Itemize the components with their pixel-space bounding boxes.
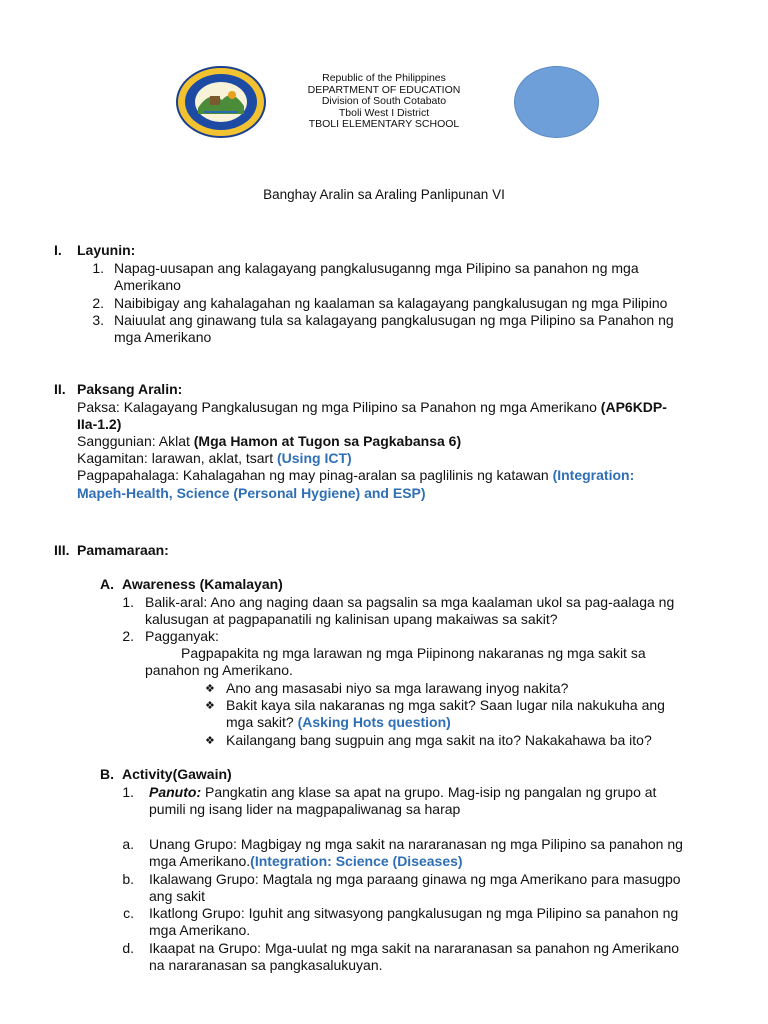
paksa-code-continued: IIa-1.2): [77, 416, 122, 432]
subsection-heading-awareness: Awareness (Kamalayan): [122, 576, 283, 592]
sanggunian-line: [77, 433, 461, 450]
panuto-line: [149, 784, 656, 801]
objective-text: Naiuulat ang ginawang tula sa kalagayang pangkalusugan ng mga Pilipino sa Panahon ng: [114, 312, 674, 328]
integration-note-continued: Mapeh-Health, Science (Personal Hygiene) and ESP): [77, 485, 426, 501]
subsection-letter: B.: [100, 766, 114, 782]
section-number: II.: [54, 381, 66, 397]
group-text: ang sakit: [149, 888, 206, 904]
paksa-line: [77, 399, 667, 416]
objective-text: Naibibigay ang kahalagahan ng kaalaman sa kalagayang pangkalusugan ng mga Pilipino: [114, 295, 668, 311]
list-number: 2.: [92, 295, 104, 311]
question-text: mga sakit?: [226, 714, 298, 730]
section-number: I.: [54, 242, 62, 258]
subsection-letter: A.: [100, 576, 114, 592]
section-number: III.: [54, 542, 70, 558]
group-text: mga Amerikano.: [149, 853, 251, 869]
pagpapahalaga-text: Pagpapahalaga: Kahalagahan ng may pinag-aralan sa paglilinis ng katawan: [77, 467, 553, 483]
school-logo-placeholder: [514, 66, 599, 138]
section-heading-pamamaraan: Pamamaraan:: [77, 542, 169, 558]
integration-note: (Integration:: [552, 467, 635, 483]
kagamitan-line: [77, 450, 352, 467]
list-number: 3.: [92, 312, 104, 328]
list-number: 1.: [122, 594, 134, 610]
hots-note: (Asking Hots question): [297, 714, 451, 730]
group-text: Ikatlong Grupo: Iguhit ang sitwasyong pangkalusugan ng mga Pilipino sa panahon ng: [149, 905, 679, 921]
group-letter: d.: [122, 940, 134, 956]
paksa-text: Paksa: Kalagayang Pangkalusugan ng mga Pilipino sa Panahon ng mga Amerikano: [77, 399, 601, 415]
pagganyak-label: Pagganyak:: [145, 628, 219, 644]
header-line: Division of South Cotabato: [321, 95, 447, 108]
science-integration-note: (Integration: Science (Diseases): [250, 853, 463, 869]
group-text-continued: [149, 853, 463, 870]
group-text: na nararanasan sa pangkasalukuyan.: [149, 957, 383, 973]
school-header: [270, 73, 498, 131]
group-text: Ikaapat na Grupo: Mga-uulat ng mga sakit na nararanasan sa panahon ng Amerikano: [149, 940, 680, 956]
header-line: TBOLI ELEMENTARY SCHOOL: [308, 118, 460, 131]
paksa-code: (AP6KDP-: [600, 399, 667, 415]
header-line: Tboli West I District: [338, 106, 430, 119]
sanggunian-text: Sanggunian: Aklat: [77, 433, 194, 449]
division-seal-logo: [176, 66, 266, 138]
panuto-text: Pangkatin ang klase sa apat na grupo. Mag-isip ng pangalan ng grupo at: [201, 784, 657, 800]
header-line: Republic of the Philippines: [322, 72, 446, 84]
balik-aral-text: Balik-aral: Ano ang naging daan sa pagsalin sa mga kaalaman ukol sa pag-aalaga ng: [145, 594, 675, 610]
panuto-label: Panuto:: [149, 784, 202, 800]
subsection-heading-activity: Activity(Gawain): [122, 766, 232, 782]
pagpapahalaga-line: [77, 467, 634, 484]
group-letter: c.: [123, 905, 134, 921]
kagamitan-text: Kagamitan: larawan, aklat, tsart: [77, 450, 277, 466]
pagganyak-text: Pagpapakita ng mga larawan ng mga Piipinong nakaranas ng mga sakit sa: [181, 645, 646, 661]
question-text: Ano ang masasabi niyo sa mga larawang inyog nakita?: [226, 680, 569, 696]
diamond-bullet-icon: ❖: [205, 683, 215, 695]
list-number: 2.: [122, 628, 134, 644]
group-text: Unang Grupo: Magbigay ng mga sakit na nararanasan ng mga Pilipino sa panahon ng: [149, 836, 683, 852]
pagganyak-text: panahon ng Amerikano.: [145, 662, 293, 678]
group-text: mga Amerikano.: [149, 922, 251, 938]
header-line: DEPARTMENT OF EDUCATION: [307, 83, 461, 96]
group-letter: b.: [122, 871, 134, 887]
sanggunian-book: (Mga Hamon at Tugon sa Pagkabansa 6): [193, 433, 462, 449]
objective-text: Napag-uusapan ang kalagayang pangkalusuganng mga Pilipino sa panahon ng mga: [114, 260, 639, 276]
question-text: Bakit kaya sila nakaranas ng mga sakit? Saan lugar nila nakukuha ang: [226, 697, 665, 713]
list-number: 1.: [122, 784, 134, 800]
question-text-continued: [226, 714, 451, 731]
panuto-text: pumili ng isang lider na magpapaliwanag sa harap: [149, 801, 461, 817]
ict-integration-note: (Using ICT): [277, 450, 352, 466]
section-heading-layunin: Layunin:: [77, 242, 136, 258]
balik-aral-text: kalusugan at pagpapanatili ng kalinisan upang makaiwas sa sakit?: [145, 611, 558, 627]
group-text: Ikalawang Grupo: Magtala ng mga paraang ginawa ng mga Amerikano para masugpo: [149, 871, 681, 887]
section-heading-paksang-aralin: Paksang Aralin:: [77, 381, 183, 397]
question-text: Kailangang bang sugpuin ang mga sakit na ito? Nakakahawa ba ito?: [226, 732, 652, 748]
objective-text: mga Amerikano: [114, 329, 212, 345]
group-letter: a.: [122, 836, 134, 852]
objective-text: Amerikano: [114, 277, 181, 293]
list-number: 1.: [92, 260, 104, 276]
lesson-plan-title: Banghay Aralin sa Araling Panlipunan VI: [263, 187, 505, 202]
diamond-bullet-icon: ❖: [205, 735, 215, 747]
diamond-bullet-icon: ❖: [205, 700, 215, 712]
